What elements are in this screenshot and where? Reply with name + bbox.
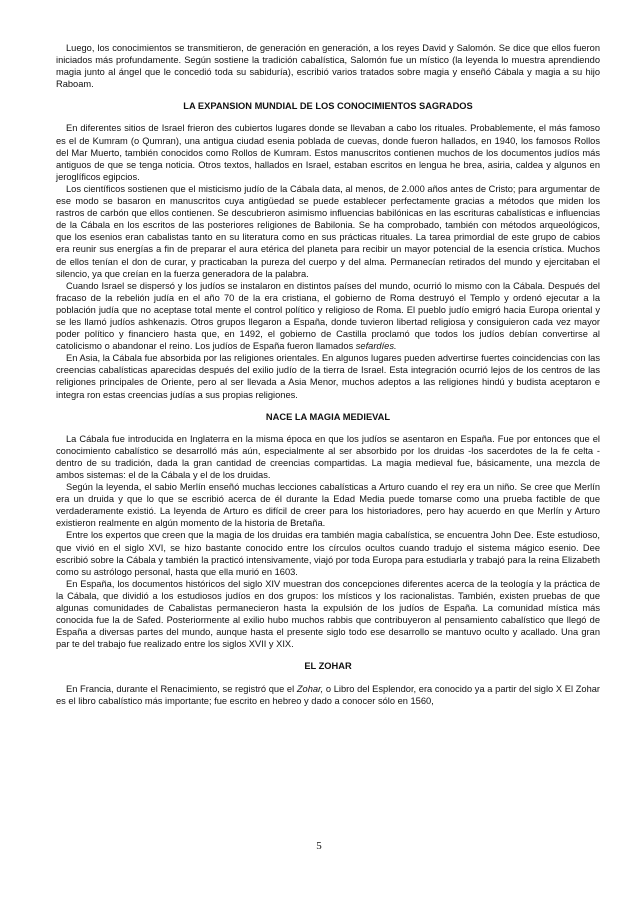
- page-number: 5: [316, 840, 322, 852]
- intro-paragraph: Luego, los conocimientos se transmitieron, de generación en generación, a los reyes David y Salomón. Se dice que ellos fueron iniciados más profundamente. Según sostiene la tradición cabalística, Salomón fue un místico (la leyenda lo muestra aprendiendo magia junto al ángel que le concedió toda su sabiduría), escribió varios tratados sobre magia y enseñó Cábala y magia a su hijo Raboam.: [56, 43, 600, 90]
- paragraph-merlin: Según la leyenda, el sabio Merlín enseñó muchas lecciones cabalísticas a Arturo cuando el rey era un niño. Se cree que Merlín era un druida y que lo que se escribió acerca de él durante la Edad Media puede tomarse como una prueba factible de que verdaderamente existió. La leyenda de Arturo es difícil de creer para los historiadores, pero hay acuerdo en que Merlín y Arturo existieron realmente en algún momento de la historia de Bretaña.: [56, 482, 600, 529]
- paragraph-sites: En diferentes sitios de Israel frieron des cubiertos lugares donde se llevaban a cabo los rituales. Probablemente, el más famoso es el de Kumram (o Qumran), una antigua ciudad esenia poblada de cuevas, donde fueron hallados, en 1940, los famosos Rollos del Mar Muerto, también conocidos como Rollos de Kumram. Estos manuscritos contienen muchos de los documentos judíos más antiguos de que se tenga noticia. Otros textos, hallados en Israel, estaban escritos en lengua he brea, asiria, caldea y algunos en jeroglíficos egipcios.: [56, 123, 600, 182]
- paragraph-scientists: Los científicos sostienen que el misticismo judío de la Cábala data, al menos, de 2.000 años antes de Cristo; para argumentar de ese modo se basaron en manuscritos cuya antigüedad se puede establecer perfectamente gracias a métodos que miden los rastros de carbón que ellos contienen. Se descubrieron asimismo influencias babilónicas en las escrituras cabalísticas e influencias de la Cábala en los escritos de las posteriores religiones de Babilonia. Se ha comprobado, también con métodos arqueológicos, que los esenios eran cabalistas tanto en su literatura como en sus prácticas rituales. La tarea primordial de este grupo de cabios era reunir sus energías a fin de preparar el aura etérica del planeta para recibir un mayor potencial de la esencia crística. Muchos de ellos tenían el don de curar, y practicaban la pureza del cuerpo y del alma. Permanecían retirados del mundo y ejercitaban el silencio, ya que creían en la fuerza generadora de la palabra.: [56, 183, 600, 279]
- paragraph-john-dee: Entre los expertos que creen que la magia de los druidas era también magia cabalística, se encuentra John Dee. Este estudioso, que vivió en el siglo XVI, se hizo bastante conocido entre los círculos ocultos cuando tradujo el sistema mágico esenio. Dee escribió sobre la Cábala y también la practicó intensivamente, viajó por toda Europa para estudiarla y trabajó para la reina Elizabeth como su astrólogo personal, hasta que ella murió en 1603.: [56, 530, 600, 577]
- sefardies-term: sefardíes.: [355, 341, 397, 352]
- zohar-term: Zohar,: [296, 683, 324, 694]
- paragraph-inglaterra: La Cábala fue introducida en Inglaterra en la misma época en que los judíos se asentaron en España. Fue por entonces que el conocimiento cabalístico se desarrolló más aún, especialmente al ser absorbido por los druidas -los sacerdotes de la fe celta - dentro de su tradición, dada la gran cantidad de creencias compartidas. La magia medieval fue, básicamente, una mezcla de ambos sistemas: el de la Cábala y el de los druidas.: [56, 433, 600, 480]
- paragraph-dispersion-text: Cuando Israel se dispersó y los judíos se instalaron en distintos países del mundo, ocurrió lo mismo con la Cábala. Después del fracaso de la rebelión judía en el año 70 de la era cristiana, el gobierno de Roma destruyó el Templo y ordenó ejecutar a la población judía que no aceptase total mente el control político y religioso de Roma. El pueblo judío emigró hacia Europa oriental y se les llamó judíos ashkenazis. Otros grupos llegaron a España, donde tuvieron libertad religiosa y consiguieron cada vez mayor poder político y financiero hasta que, en 1492, el gobierno de Castilla proclamó que todos los judíos debían convertirse al catolicismo o abandonar el reino. Los judíos de España fueron llamados: [56, 280, 600, 352]
- section-heading-magia-medieval: NACE LA MAGIA MEDIEVAL: [265, 411, 391, 422]
- section-heading-zohar: EL ZOHAR: [304, 661, 352, 672]
- paragraph-espana: En España, los documentos históricos del siglo XIV muestran dos concepciones diferentes acerca de la teología y la práctica de la Cábala, que dividió a los estudiosos judíos en dos grupos: los místicos y los racionalistas. También, existen pruebas de que algunas comunidades de Cabalistas permanecieron hasta la expulsión de los judíos de España. La comunidad mística más conocida fue la de Safed. Posteriormente al exilio hubo muchos rabbis que contribuyeron al pensamiento cabalístico que llegó de España a diversas partes del mundo, aunque hasta el presente siglo todo ese desarrollo se mantuvo oculto y acallado. Una gran par te del trabajo fue realizado entre los siglos XVII y XIX.: [56, 578, 600, 650]
- paragraph-zohar-text-start: En Francia, durante el Renacimiento, se registró que el: [66, 683, 297, 694]
- section-heading-expansion: LA EXPANSION MUNDIAL DE LOS CONOCIMIENTOS SAGRADOS: [183, 101, 473, 112]
- paragraph-asia: En Asia, la Cábala fue absorbida por las religiones orientales. En algunos lugares pueden advertirse fuertes coincidencias con las creencias cabalísticas aparecidas después del exilio judío de la tierra de Israel. Esta integración ocurrió lejos de los centros de las religiones principales de Oriente, pero al ser llevada a Asia Menor, muchos adeptos a las religiones hindú y budista aceptaron e integra ron estas creencias judías a sus propias religiones.: [56, 353, 600, 400]
- paragraph-zohar-text-end: o Libro del Esplendor, era conocido ya a partir del siglo X El Zohar es el libro cabalístico más importante; fue escrito en hebreo y dado a conocer sólo en 1560,: [56, 683, 601, 706]
- paragraph-zohar: [56, 683, 600, 707]
- paragraph-dispersion: [56, 280, 600, 353]
